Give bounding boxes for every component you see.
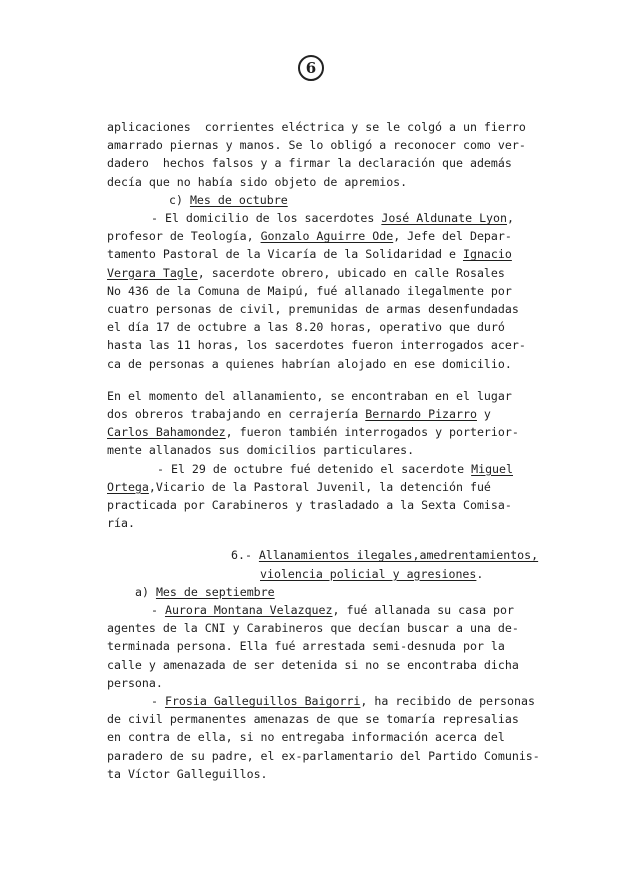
text-segment: amarrado piernas y manos. Se lo obligó a reconocer como ver- [107, 138, 526, 153]
text-segment: terminada persona. Ella fué arrestada semi-desnuda por la [107, 639, 505, 654]
text-line [151, 692, 535, 710]
underlined-name: Miguel [471, 461, 513, 476]
text-segment: ,Vicario de la Pastoral Juvenil, la detención fué [148, 479, 491, 494]
underlined-name: Aurora Montana Velazquez [164, 603, 333, 617]
underlined-name: violencia policial y agresiones [260, 566, 477, 581]
underlined-name: Bernardo Pizarro [365, 407, 477, 421]
text-segment: . [476, 566, 484, 581]
text-line [107, 387, 512, 405]
text-line [107, 478, 491, 496]
text-segment: ca de personas a quienes habrían alojado en ese domicilio. [107, 356, 512, 371]
underlined-name: Ortega [107, 479, 149, 494]
underlined-name: Frosia Galleguillos Baigorri [164, 694, 361, 708]
text-segment: a) [135, 584, 156, 599]
text-segment: de civil permanentes amenazas de que se tomaría represalias [107, 712, 519, 727]
underlined-name: Carlos Bahamondez [107, 425, 226, 440]
text-segment: mente allanados sus domicilios particulares. [107, 443, 415, 458]
text-line [231, 546, 538, 564]
text-line [107, 637, 505, 655]
text-segment: aplicaciones corrientes eléctrica y se le colgó a un fierro [107, 120, 526, 134]
page-number: 6 [298, 55, 324, 81]
text-line [151, 601, 514, 619]
text-segment: paradero de su padre, el ex-parlamentario del Partido Comunis- [107, 748, 540, 763]
text-segment: En el momento del allanamiento, se encontraban en el lugar [107, 388, 512, 403]
text-line [107, 710, 519, 728]
text-line [107, 336, 526, 354]
text-segment: c) [169, 192, 190, 207]
text-segment: - El domicilio de los sacerdotes [151, 211, 382, 225]
text-line [107, 423, 519, 441]
text-segment: - El 29 de octubre fué detenido el sacerdote [157, 461, 472, 476]
text-line [107, 405, 491, 423]
text-segment: en contra de ella, si no entregaba información acerca del [107, 730, 505, 745]
text-segment: cuatro personas de civil, premunidas de armas desenfundadas [107, 302, 519, 316]
text-line [107, 136, 526, 154]
underlined-name: Mes de octubre [189, 192, 288, 207]
text-segment: persona. [107, 675, 163, 690]
text-segment: - [151, 694, 165, 708]
text-line [107, 264, 505, 282]
text-segment: No 436 de la Comuna de Maipú, fué allanado ilegalmente por [107, 283, 512, 298]
text-segment: agentes de la CNI y Carabineros que decían buscar a una de- [107, 621, 519, 636]
text-line [151, 209, 514, 227]
text-line [107, 765, 268, 783]
text-segment: , sacerdote obrero, ubicado en calle Rosales [197, 265, 505, 280]
text-line [107, 118, 526, 136]
text-segment: , fué allanada su casa por [332, 603, 514, 617]
text-line [107, 355, 512, 373]
text-line [107, 674, 163, 692]
text-segment: 6.- [231, 548, 259, 563]
text-segment: - [151, 603, 165, 617]
text-segment: decía que no había sido objeto de apremios. [107, 174, 408, 189]
text-line [107, 747, 540, 765]
text-line [107, 441, 414, 459]
text-line [107, 227, 512, 245]
text-segment: , ha recibido de personas [360, 694, 535, 708]
text-segment: dos obreros trabajando en cerrajería [107, 407, 366, 421]
text-segment: y [476, 407, 491, 421]
text-segment: tamento Pastoral de la Vicaría de la Solidaridad e [107, 247, 463, 262]
text-line [169, 191, 288, 209]
text-line [107, 282, 512, 300]
text-line [107, 619, 519, 637]
text-segment: , [506, 211, 514, 225]
underlined-name: Vergara Tagle [107, 265, 198, 280]
text-line [107, 496, 512, 514]
text-line [107, 300, 519, 318]
text-segment: profesor de Teología, [107, 229, 261, 244]
text-line [107, 173, 407, 191]
text-segment: , fueron también interrogados y porterior- [225, 425, 519, 440]
text-segment: practicada por Carabineros y trasladado a la Sexta Comisa- [107, 498, 512, 512]
text-line [107, 656, 519, 674]
text-line [107, 514, 135, 532]
text-segment: , Jefe del Depar- [393, 229, 512, 244]
text-segment: dadero hechos falsos y a firmar la declaración que además [107, 156, 512, 171]
text-segment: ta Víctor Galleguillos. [107, 766, 268, 781]
text-segment: el día 17 de octubre a las 8.20 horas, operativo que duró [107, 320, 505, 335]
text-segment: hasta las 11 horas, los sacerdotes fueron interrogados acer- [107, 338, 526, 353]
underlined-name: Mes de septiembre [155, 584, 275, 599]
text-segment: calle y amenazada de ser detenida si no se encontraba dicha [107, 657, 519, 672]
text-segment: ría. [107, 516, 135, 531]
text-line [107, 154, 512, 172]
text-line [157, 460, 513, 478]
underlined-name: Allanamientos ilegales,amedrentamientos, [258, 548, 539, 563]
text-line [107, 245, 512, 263]
text-line [135, 583, 275, 601]
underlined-name: Gonzalo Aguirre Ode [260, 229, 394, 244]
text-line [107, 728, 505, 746]
underlined-name: José Aldunate Lyon [381, 211, 507, 225]
text-line [260, 565, 483, 583]
text-line [107, 318, 505, 336]
underlined-name: Ignacio [462, 247, 512, 262]
